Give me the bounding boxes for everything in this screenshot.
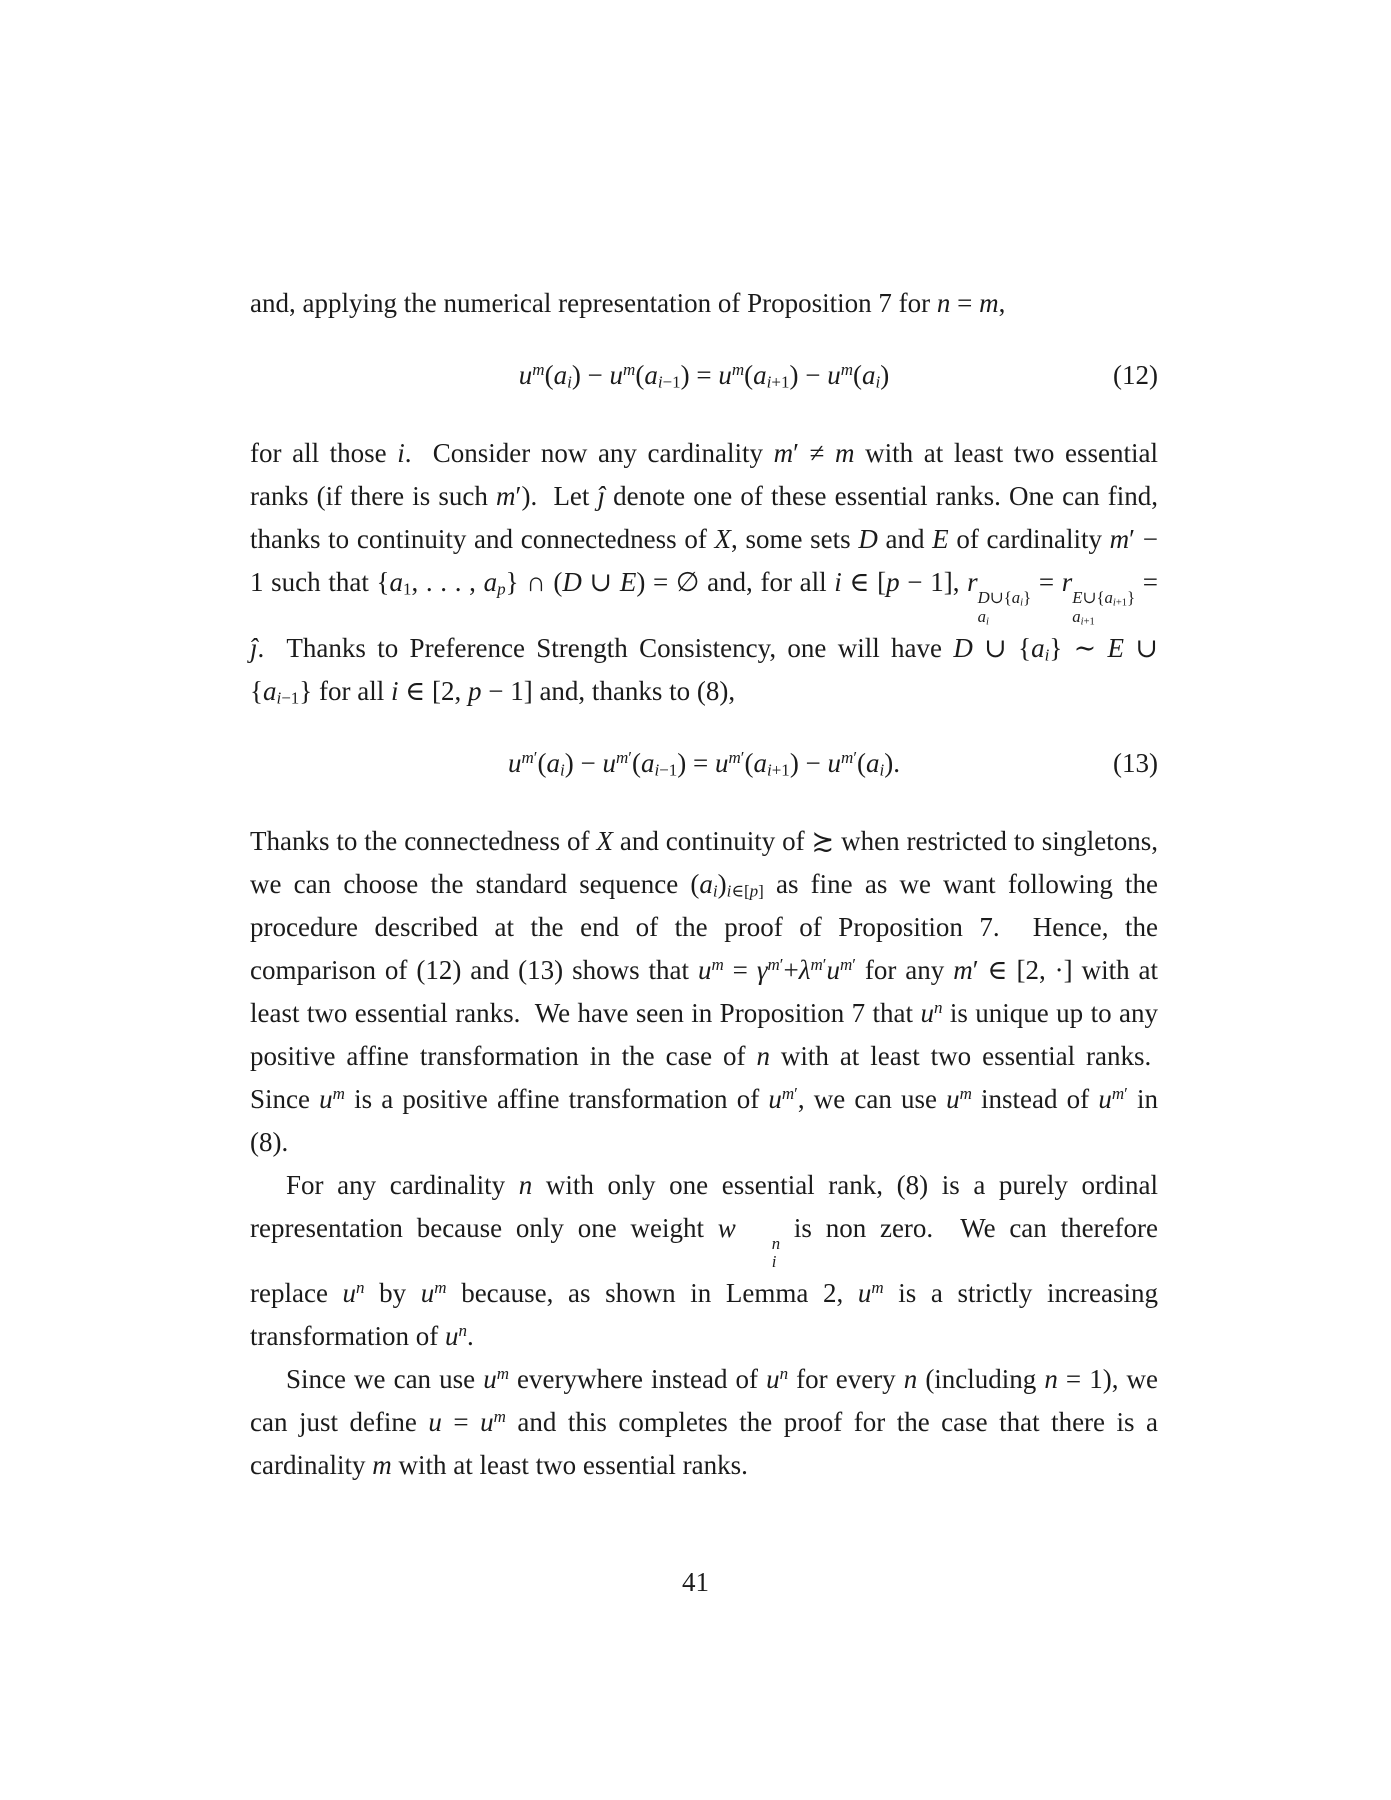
page-number: 41 <box>682 1567 709 1597</box>
equation-13 <box>250 740 1158 786</box>
paragraph-main-4: Since we can use $u^m$ everywhere instead of $u^n$ for every n (including n = 1), we can just define $u = u^m$ and this completes the proof for the case that there is a cardinality m with at least two essential ranks. <box>250 1364 1158 1481</box>
equation-12 <box>250 352 1158 398</box>
paragraph-main-3: For any cardinality n with only one essential rank, (8) is a purely ordinal representation because only one weight w n i is non zero. We can therefore replace $u^n$ by $u^m$ because, as shown in Lemma 2, $u^m$ is a strictly increasing transformation of $u^n$. <box>250 1169 1159 1352</box>
paragraph-main-1: for all those i. Consider now any cardinality m′ ≠ m with at least two essential ranks (if there is such m′). Let ĵ denote one of these essential ranks. One can find, thanks to continuity and connectedness of X, some sets D and E of cardinality m′ − 1 such that {$a_1$, . . . , $a_p$} ∩ (D ∪ E) = ∅ and, for all i ∈ [p − 1], r $D\cup\{a_i\}$ $a_i$ = r $E\cup\{a_{i+1}\}$ $a_{i+1}$ = ĵ. Thanks to Preference Strength Consistency, one will have D ∪ $\{a_i\}$ ∼ E ∪ $\{a_{i-1}\}$ for all i ∈ [2, p − 1] and, thanks to (8), <box>250 438 1159 708</box>
equation-12-number: (12) <box>1113 360 1158 390</box>
text-column <box>250 282 1158 1487</box>
equation-13-number: (13) <box>1113 747 1158 778</box>
equation-12-body: $u^m(a_i) - u^m(a_{i-1}) = u^m(a_{i+1}) - u^m(a_i)$ <box>518 360 890 392</box>
paragraph-main-2: Thanks to the connectedness of X and continuity of ≿ when restricted to singletons, we can choose the standard sequence $(a_i)_{i\in[p]}$ as fine as we want following the procedure described at the end of the proof of Proposition 7. Hence, the comparison of (12) and (13) shows that $u^m = \gamma^{m'}+\lambda^{m'}u^{m'}$ for any m′ ∈ [2, ·] with at least two essential ranks. We have seen in Proposition 7 that $u^n$ is unique up to any positive affine transformation in the case of n with at least two essential ranks. Since $u^m$ is a positive affine transformation of $u^{m'}$, we can use $u^m$ instead of $u^{m'}$ in (8). <box>250 825 1159 1157</box>
paragraph-intro: and, applying the numerical representation of Proposition 7 for n = m, <box>250 288 1006 318</box>
equation-13-body: $u^{m'}(a_i) - u^{m'}(a_{i-1}) = u^{m'}(a_{i+1}) - u^{m'}(a_i)$. <box>507 747 901 780</box>
